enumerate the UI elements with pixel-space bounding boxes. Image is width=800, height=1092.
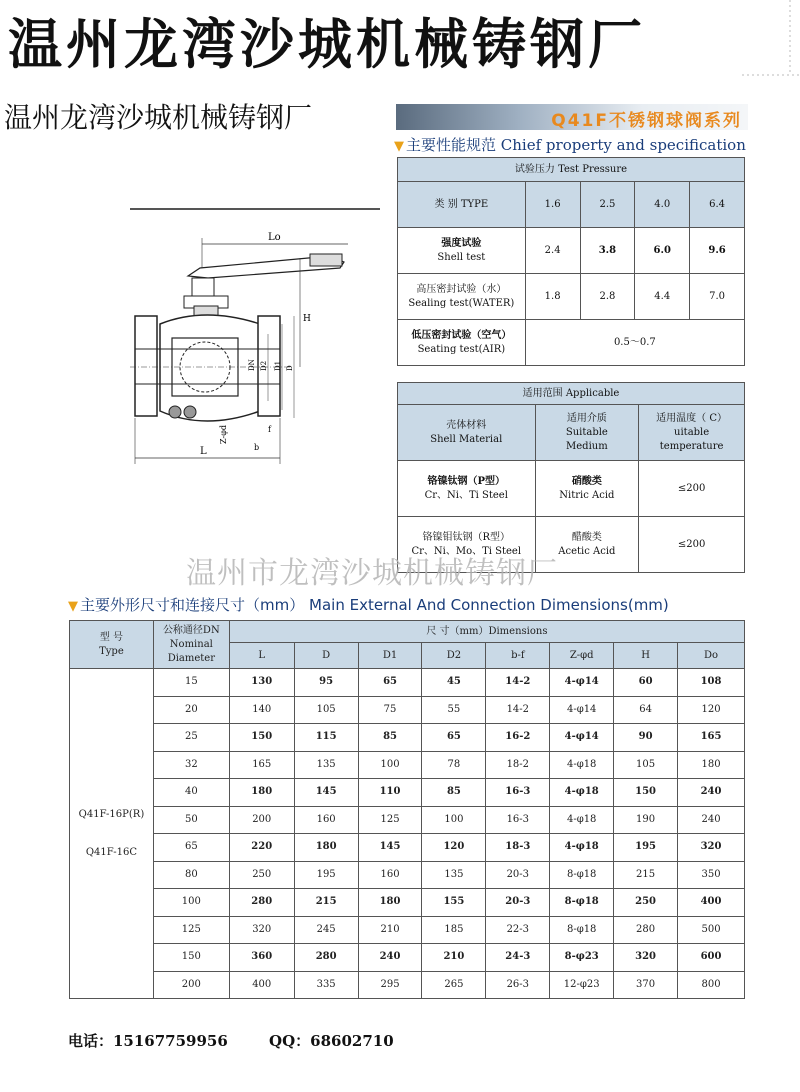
dimension-cell: 4-φ14 xyxy=(550,724,614,752)
dimension-cell: 125 xyxy=(358,806,422,834)
zphid-label: Z-φd xyxy=(219,425,228,444)
dimension-cell: 78 xyxy=(422,751,486,779)
l-label: L xyxy=(200,446,207,457)
dimension-cell: 24-3 xyxy=(486,944,550,972)
dn-cell: 100 xyxy=(153,889,229,917)
dimensions-header: 尺 寸（mm）Dimensions xyxy=(229,621,744,643)
dimension-cell: 4-φ18 xyxy=(550,806,614,834)
table-row xyxy=(70,834,745,862)
dimension-column-header: D2 xyxy=(422,643,486,669)
dimension-cell: 115 xyxy=(294,724,358,752)
dimension-cell: 65 xyxy=(422,724,486,752)
dimension-cell: 215 xyxy=(294,889,358,917)
dimensions-title-en: Main External And Connection Dimensions(mm) xyxy=(309,596,669,614)
dimension-cell: 240 xyxy=(678,806,745,834)
dimension-cell: 250 xyxy=(614,889,678,917)
temp-value: ≤200 xyxy=(639,461,745,517)
dimension-column-header: Do xyxy=(678,643,745,669)
temp-header-en1: uitable xyxy=(674,426,710,438)
pressure-table xyxy=(397,157,745,366)
dimension-cell: 360 xyxy=(229,944,294,972)
dn-header-en1: Nominal xyxy=(169,638,213,650)
type-cell: 1.6 xyxy=(525,182,580,228)
dimension-cell: 16-3 xyxy=(486,779,550,807)
dimension-cell: 200 xyxy=(229,806,294,834)
dimension-cell: 180 xyxy=(294,834,358,862)
dimension-cell: 165 xyxy=(229,751,294,779)
dimension-cell: 180 xyxy=(229,779,294,807)
dimension-cell: 320 xyxy=(229,916,294,944)
dimension-cell: 18-2 xyxy=(486,751,550,779)
dn-cell: 25 xyxy=(153,724,229,752)
dn-cell: 150 xyxy=(153,944,229,972)
b-label: b xyxy=(254,443,260,452)
air-test-row xyxy=(398,320,745,366)
value-cell: 6.0 xyxy=(635,228,690,274)
shell-test-row xyxy=(398,228,745,274)
dimension-cell: 120 xyxy=(678,696,745,724)
dn-label: DN xyxy=(248,359,256,371)
type-cell: 6.4 xyxy=(690,182,745,228)
dn-cell: 80 xyxy=(153,861,229,889)
value-cell: 3.8 xyxy=(580,228,635,274)
row-label-en: Shell test xyxy=(437,251,486,263)
table-row xyxy=(70,696,745,724)
dimensions-table xyxy=(69,620,745,999)
applicable-table xyxy=(397,382,745,573)
f-label: f xyxy=(268,425,271,434)
lo-label: Lo xyxy=(268,232,281,243)
phone-text: 电话：15167759956 xyxy=(68,1032,228,1050)
qq-text: QQ：68602710 xyxy=(269,1032,394,1050)
dn-cell: 65 xyxy=(153,834,229,862)
valve-diagram xyxy=(130,206,380,466)
dimension-cell: 65 xyxy=(358,669,422,697)
dimension-cell: 335 xyxy=(294,971,358,999)
dimension-cell: 370 xyxy=(614,971,678,999)
value-cell: 2.4 xyxy=(525,228,580,274)
dimensions-title-cn: 主要外形尺寸和连接尺寸（mm） xyxy=(80,596,305,614)
h-label: H xyxy=(303,314,311,324)
value-cell: 4.4 xyxy=(635,274,690,320)
watermark-text: 温州市龙湾沙城机械铸钢厂 xyxy=(186,556,558,591)
d2-label: D2 xyxy=(260,360,268,371)
dimension-cell: 105 xyxy=(294,696,358,724)
dimensions-section-title xyxy=(68,594,669,615)
dimension-cell: 180 xyxy=(358,889,422,917)
medium-cn: 醋酸类 xyxy=(571,531,602,543)
dimension-cell: 64 xyxy=(614,696,678,724)
dn-header-en2: Diameter xyxy=(167,652,215,664)
material-en: Cr、Ni、Ti Steel xyxy=(424,489,508,501)
dimension-column-header: D1 xyxy=(358,643,422,669)
dimension-cell: 22-3 xyxy=(486,916,550,944)
medium-header-en1: Suitable xyxy=(565,426,608,438)
dimension-cell: 295 xyxy=(358,971,422,999)
series-banner xyxy=(396,104,748,130)
model-type-2: Q41F-16C xyxy=(85,846,138,858)
dimension-cell: 280 xyxy=(614,916,678,944)
valve-drawing xyxy=(130,206,380,466)
corner-lines-icon xyxy=(742,0,800,90)
property-title-en: Chief property and specification xyxy=(500,136,746,154)
type-cell: 4.0 xyxy=(635,182,690,228)
value-cell: 9.6 xyxy=(690,228,745,274)
material-cn: 铬镍钼钛钢（R型） xyxy=(422,531,511,543)
dimension-cell: 55 xyxy=(422,696,486,724)
medium-en: Nitric Acid xyxy=(559,489,615,501)
dimension-cell: 130 xyxy=(229,669,294,697)
table-row xyxy=(70,916,745,944)
dimension-cell: 105 xyxy=(614,751,678,779)
corner-decoration xyxy=(742,0,800,90)
triangle-bullet-icon: ▼ xyxy=(394,139,404,154)
dimension-cell: 180 xyxy=(678,751,745,779)
dimension-cell: 14-2 xyxy=(486,669,550,697)
row-label-cn: 强度试验 xyxy=(441,237,482,249)
dimension-column-header: L xyxy=(229,643,294,669)
dn-header-cn: 公称通径DN xyxy=(162,624,220,636)
material-header-en: Shell Material xyxy=(430,433,503,445)
dimension-cell: 135 xyxy=(294,751,358,779)
table-row xyxy=(70,971,745,999)
dimension-cell: 16-2 xyxy=(486,724,550,752)
material-cn: 铬镍钛钢（P型） xyxy=(427,475,506,487)
sealing-test-row xyxy=(398,274,745,320)
dn-cell: 15 xyxy=(153,669,229,697)
medium-header-en2: Medium xyxy=(566,440,608,452)
table-row xyxy=(70,944,745,972)
dn-cell: 125 xyxy=(153,916,229,944)
table-row xyxy=(70,751,745,779)
property-title-cn: 主要性能规范 xyxy=(406,136,497,154)
dimension-cell: 195 xyxy=(614,834,678,862)
dimension-cell: 145 xyxy=(294,779,358,807)
type-cell: 2.5 xyxy=(580,182,635,228)
dn-cell: 50 xyxy=(153,806,229,834)
triangle-bullet-icon: ▼ xyxy=(68,599,78,614)
dimension-cell: 240 xyxy=(358,944,422,972)
dimension-cell: 250 xyxy=(229,861,294,889)
type-header: 类 别 TYPE xyxy=(398,182,526,228)
dimension-cell: 85 xyxy=(422,779,486,807)
dimension-cell: 160 xyxy=(358,861,422,889)
dimension-cell: 160 xyxy=(294,806,358,834)
footer-contact xyxy=(68,1030,430,1051)
dimension-cell: 185 xyxy=(422,916,486,944)
table-row xyxy=(70,724,745,752)
dimension-cell: 265 xyxy=(422,971,486,999)
dimension-column-header: b-f xyxy=(486,643,550,669)
applicable-header: 适用范围 Applicable xyxy=(398,383,745,405)
dimension-column-header: D xyxy=(294,643,358,669)
row-label-cn: 高压密封试验（水） xyxy=(416,283,507,295)
dimension-cell: 140 xyxy=(229,696,294,724)
temp-header-en2: temperature xyxy=(659,440,724,452)
dimension-cell: 60 xyxy=(614,669,678,697)
company-title-large: 温州龙湾沙城机械铸钢厂 xyxy=(8,12,646,76)
table-row xyxy=(70,806,745,834)
dimension-cell: 8-φ18 xyxy=(550,861,614,889)
test-pressure-header: 试验压力 Test Pressure xyxy=(398,158,745,182)
dimension-cell: 4-φ18 xyxy=(550,834,614,862)
dimension-cell: 320 xyxy=(678,834,745,862)
temp-header-cn: 适用温度（ C） xyxy=(656,412,728,424)
dimension-cell: 110 xyxy=(358,779,422,807)
dimension-cell: 240 xyxy=(678,779,745,807)
dimension-cell: 195 xyxy=(294,861,358,889)
dimension-cell: 90 xyxy=(614,724,678,752)
dimension-cell: 165 xyxy=(678,724,745,752)
dimension-cell: 100 xyxy=(422,806,486,834)
table-row xyxy=(70,861,745,889)
material-row xyxy=(398,461,745,517)
dimension-cell: 85 xyxy=(358,724,422,752)
d1-label: D1 xyxy=(274,360,282,371)
dimension-column-header: H xyxy=(614,643,678,669)
dimension-cell: 20-3 xyxy=(486,889,550,917)
model-type-cell xyxy=(70,669,154,999)
dimension-column-header: Z-φd xyxy=(550,643,614,669)
value-cell: 1.8 xyxy=(525,274,580,320)
series-banner-text: Q41F不锈钢球阀系列 xyxy=(551,111,742,131)
temp-value: ≤200 xyxy=(639,517,745,573)
company-title-small: 温州龙湾沙城机械铸钢厂 xyxy=(4,101,313,134)
dn-cell: 200 xyxy=(153,971,229,999)
dimension-cell: 135 xyxy=(422,861,486,889)
dimension-cell: 145 xyxy=(358,834,422,862)
dimension-cell: 75 xyxy=(358,696,422,724)
material-en: Cr、Ni、Mo、Ti Steel xyxy=(411,545,522,557)
dimension-cell: 26-3 xyxy=(486,971,550,999)
dimension-cell: 4-φ14 xyxy=(550,696,614,724)
property-section-title xyxy=(394,134,746,155)
dimension-cell: 45 xyxy=(422,669,486,697)
dimension-cell: 108 xyxy=(678,669,745,697)
dimension-cell: 95 xyxy=(294,669,358,697)
type-header-cn: 型 号 xyxy=(99,631,124,643)
dimension-cell: 4-φ18 xyxy=(550,779,614,807)
dimension-cell: 280 xyxy=(229,889,294,917)
dn-cell: 20 xyxy=(153,696,229,724)
dimension-cell: 150 xyxy=(614,779,678,807)
dimension-cell: 4-φ14 xyxy=(550,669,614,697)
dimension-cell: 280 xyxy=(294,944,358,972)
dimension-cell: 150 xyxy=(229,724,294,752)
dimension-cell: 245 xyxy=(294,916,358,944)
d-label: D xyxy=(286,365,294,371)
type-header-en: Type xyxy=(99,645,124,657)
dimension-cell: 8-φ18 xyxy=(550,916,614,944)
dimension-cell: 320 xyxy=(614,944,678,972)
dimension-cell: 20-3 xyxy=(486,861,550,889)
dimension-cell: 18-3 xyxy=(486,834,550,862)
dn-cell: 32 xyxy=(153,751,229,779)
dimension-cell: 4-φ18 xyxy=(550,751,614,779)
dimension-cell: 400 xyxy=(678,889,745,917)
value-cell: 7.0 xyxy=(690,274,745,320)
dimension-cell: 800 xyxy=(678,971,745,999)
medium-cn: 硝酸类 xyxy=(571,475,602,487)
value-cell: 0.5～0.7 xyxy=(525,320,744,366)
dimension-cell: 8-φ23 xyxy=(550,944,614,972)
dimension-cell: 14-2 xyxy=(486,696,550,724)
dimension-cell: 100 xyxy=(358,751,422,779)
dimension-cell: 120 xyxy=(422,834,486,862)
dimension-cell: 190 xyxy=(614,806,678,834)
dimension-cell: 350 xyxy=(678,861,745,889)
dimension-cell: 600 xyxy=(678,944,745,972)
table-row xyxy=(70,779,745,807)
dimension-cell: 215 xyxy=(614,861,678,889)
dimension-cell: 210 xyxy=(422,944,486,972)
dimension-cell: 12-φ23 xyxy=(550,971,614,999)
medium-en: Acetic Acid xyxy=(558,545,616,557)
medium-header-cn: 适用介质 xyxy=(566,412,607,424)
dimension-cell: 500 xyxy=(678,916,745,944)
model-type-1: Q41F-16P(R) xyxy=(78,808,145,820)
dimension-cell: 400 xyxy=(229,971,294,999)
table-row xyxy=(70,669,745,697)
dn-cell: 40 xyxy=(153,779,229,807)
dimension-cell: 16-3 xyxy=(486,806,550,834)
material-header-cn: 壳体材料 xyxy=(446,419,487,431)
row-label-cn: 低压密封试验（空气） xyxy=(411,329,512,341)
dimension-cell: 220 xyxy=(229,834,294,862)
table-row xyxy=(70,889,745,917)
row-label-en: Seating test(AIR) xyxy=(417,343,506,355)
row-label-en: Sealing test(WATER) xyxy=(408,297,515,309)
dimension-cell: 155 xyxy=(422,889,486,917)
value-cell: 2.8 xyxy=(580,274,635,320)
dimension-cell: 210 xyxy=(358,916,422,944)
dimension-cell: 8-φ18 xyxy=(550,889,614,917)
